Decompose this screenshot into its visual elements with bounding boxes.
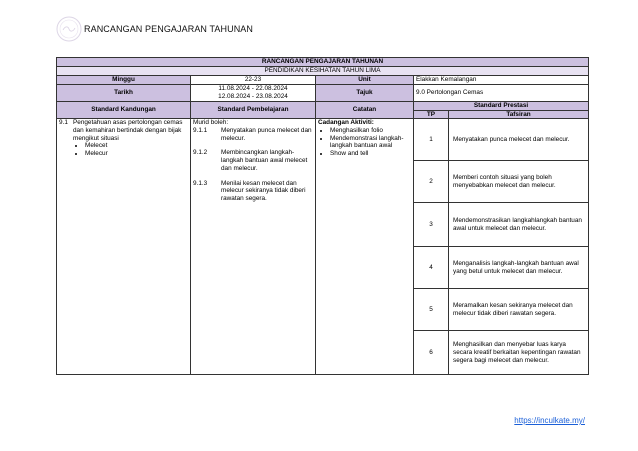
catatan-cell [316,119,414,375]
tajuk-label: Tajuk [316,84,414,101]
catatan-heading: Cadangan Aktiviti: [318,119,374,127]
tafsiran-text: Menyatakan punca melecet dan melecur. [449,119,589,161]
sp-item-text: Menyatakan punca melecet dan melecur. [221,127,312,142]
table-title: RANCANGAN PENGAJARAN TAHUNAN [57,58,589,67]
minggu-label: Minggu [57,75,191,84]
subject-row: PENDIDIKAN KESIHATAN TAHUN LIMA [57,67,589,76]
catatan-bullet: • Menghasilkan folio [330,127,411,135]
col-standard-prestasi: Standard Prestasi [414,101,589,110]
sk-text: Pengetahuan asas pertolongan cemas dan kemahiran bertindak dengan bijak mengikut situasi [73,119,183,142]
sk-bullet: • Melecur [85,150,188,158]
col-standard-pembelajaran: Standard Pembelajaran [191,101,316,119]
header-title: RANCANGAN PENGAJARAN TAHUNAN [84,24,253,34]
tp-value: 1 [414,119,449,161]
sp-intro: Murid boleh: [193,119,229,127]
sp-item [193,180,313,203]
sk-bullet: • Melecet [85,142,188,150]
standard-kandungan-cell [57,119,191,375]
minggu-value: 22-23 [191,75,316,84]
sp-item-number: 9.1.2 [193,149,208,157]
unit-value: Elakkan Kemalangan [414,75,589,84]
tafsiran-text: Mendemonstrasikan langkahlangkah bantuan awal untuk melecet dan melecur. [449,203,589,247]
sp-item [193,127,313,142]
unit-label: Unit [316,75,414,84]
tarikh-label: Tarikh [57,84,191,101]
sp-item-text: Menilai kesan melecet dan melecur sekiranya tidak diberi rawatan segera. [221,179,306,202]
lesson-plan-table [56,57,589,375]
tafsiran-text: Memberi contoh situasi yang boleh menyebabkan melecet dan melecur. [449,161,589,203]
tajuk-value: 9.0 Pertolongan Cemas [414,84,589,101]
col-standard-kandungan: Standard Kandungan [57,101,191,119]
tafsiran-text: Menganalisis langkah-langkah bantuan awal yang betul untuk melecet dan melecur. [449,247,589,289]
catatan-bullet: • Show and tell [330,150,411,158]
tarikh-value [191,84,316,101]
logo-icon [56,16,82,42]
col-catatan: Catatan [316,101,414,119]
tarikh-line-2: 12.08.2024 - 23.08.2024 [218,92,288,100]
tarikh-line-1: 11.08.2024 - 22.08.2024 [218,85,288,92]
footer-link[interactable]: https://inculkate.my/ [514,416,585,425]
tp-value: 5 [414,289,449,331]
tafsiran-text: Meramalkan kesan sekiranya melecet dan melecur tidak diberi rawatan segera. [449,289,589,331]
tafsiran-text: Menghasilkan dan menyebar luas karya secara kreatif berkaitan kepentingan rawatan segera bagi melecet dan melecur. [449,331,589,375]
sp-item-text: Membincangkan langkah-langkah bantuan awal melecet dan melecur. [221,149,308,172]
sp-item [193,149,313,172]
sp-item-number: 9.1.1 [193,127,208,135]
sp-item-number: 9.1.3 [193,179,208,187]
tp-value: 6 [414,331,449,375]
col-tafsiran: Tafsiran [449,110,589,119]
tp-value: 4 [414,247,449,289]
standard-pembelajaran-cell [191,119,316,375]
sk-number: 9.1 [59,119,68,127]
col-tp: TP [414,110,449,119]
tp-value: 2 [414,161,449,203]
catatan-bullet: • Mendemonstrasi langkah-langkah bantuan awal [330,135,411,150]
tp-value: 3 [414,203,449,247]
